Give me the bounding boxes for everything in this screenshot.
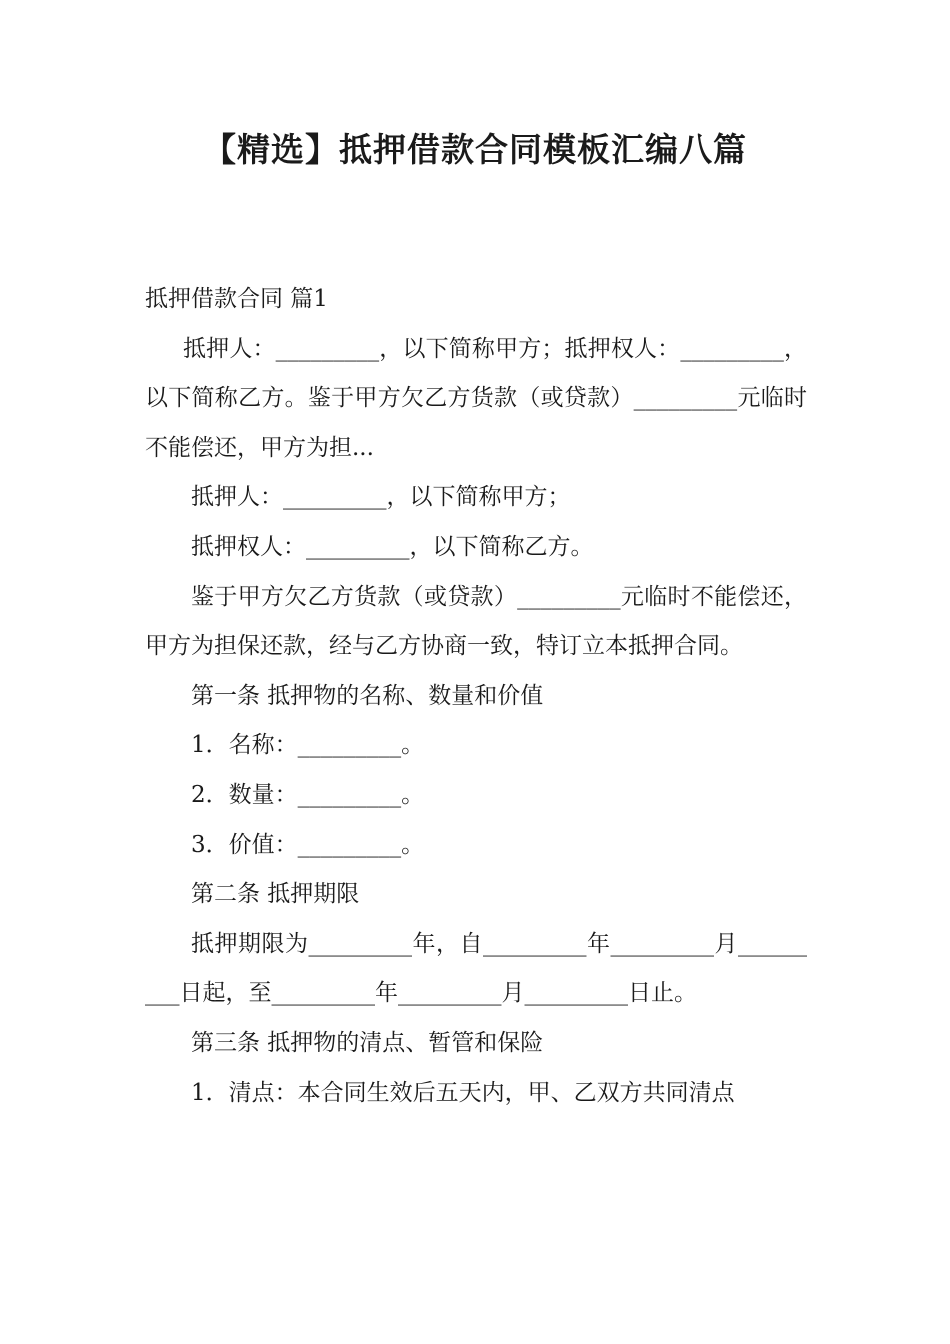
paragraph-mortgagee: 抵押权人：_________，以下简称乙方。 bbox=[191, 533, 594, 560]
list-item-value: 3．价值：_________。 bbox=[191, 831, 425, 858]
section-heading: 抵押借款合同 篇1 bbox=[145, 286, 328, 312]
article-three-heading: 第三条 抵押物的清点、暂管和保险 bbox=[191, 1029, 544, 1056]
document-title: 【精选】抵押借款合同模板汇编八篇 bbox=[203, 130, 747, 169]
summary-paragraph: 抵押人：_________，以下简称甲方；抵押权人：_________，以下简称乙方。鉴于甲方欠乙方货款（或贷款）_________元临时不能偿还，甲方为担... bbox=[145, 335, 807, 461]
article-one-heading: 第一条 抵押物的名称、数量和价值 bbox=[191, 682, 544, 709]
paragraph-term: 抵押期限为_________年，自_________年_________月_________日起，至_________年_________月_________日止。 bbox=[145, 930, 807, 1007]
paragraph-mortgagor: 抵押人：_________，以下简称甲方； bbox=[191, 484, 571, 511]
paragraph-preamble: 鉴于甲方欠乙方货款（或贷款）_________元临时不能偿还，甲方为担保还款，经与乙方协商一致，特订立本抵押合同。 bbox=[145, 583, 807, 660]
document-body bbox=[145, 275, 807, 1118]
list-item-inventory: 1．清点：本合同生效后五天内，甲、乙双方共同清点 bbox=[191, 1079, 735, 1106]
article-two-heading: 第二条 抵押期限 bbox=[191, 881, 360, 908]
list-item-quantity: 2．数量：_________。 bbox=[191, 781, 425, 808]
list-item-name: 1．名称：_________。 bbox=[191, 732, 425, 759]
